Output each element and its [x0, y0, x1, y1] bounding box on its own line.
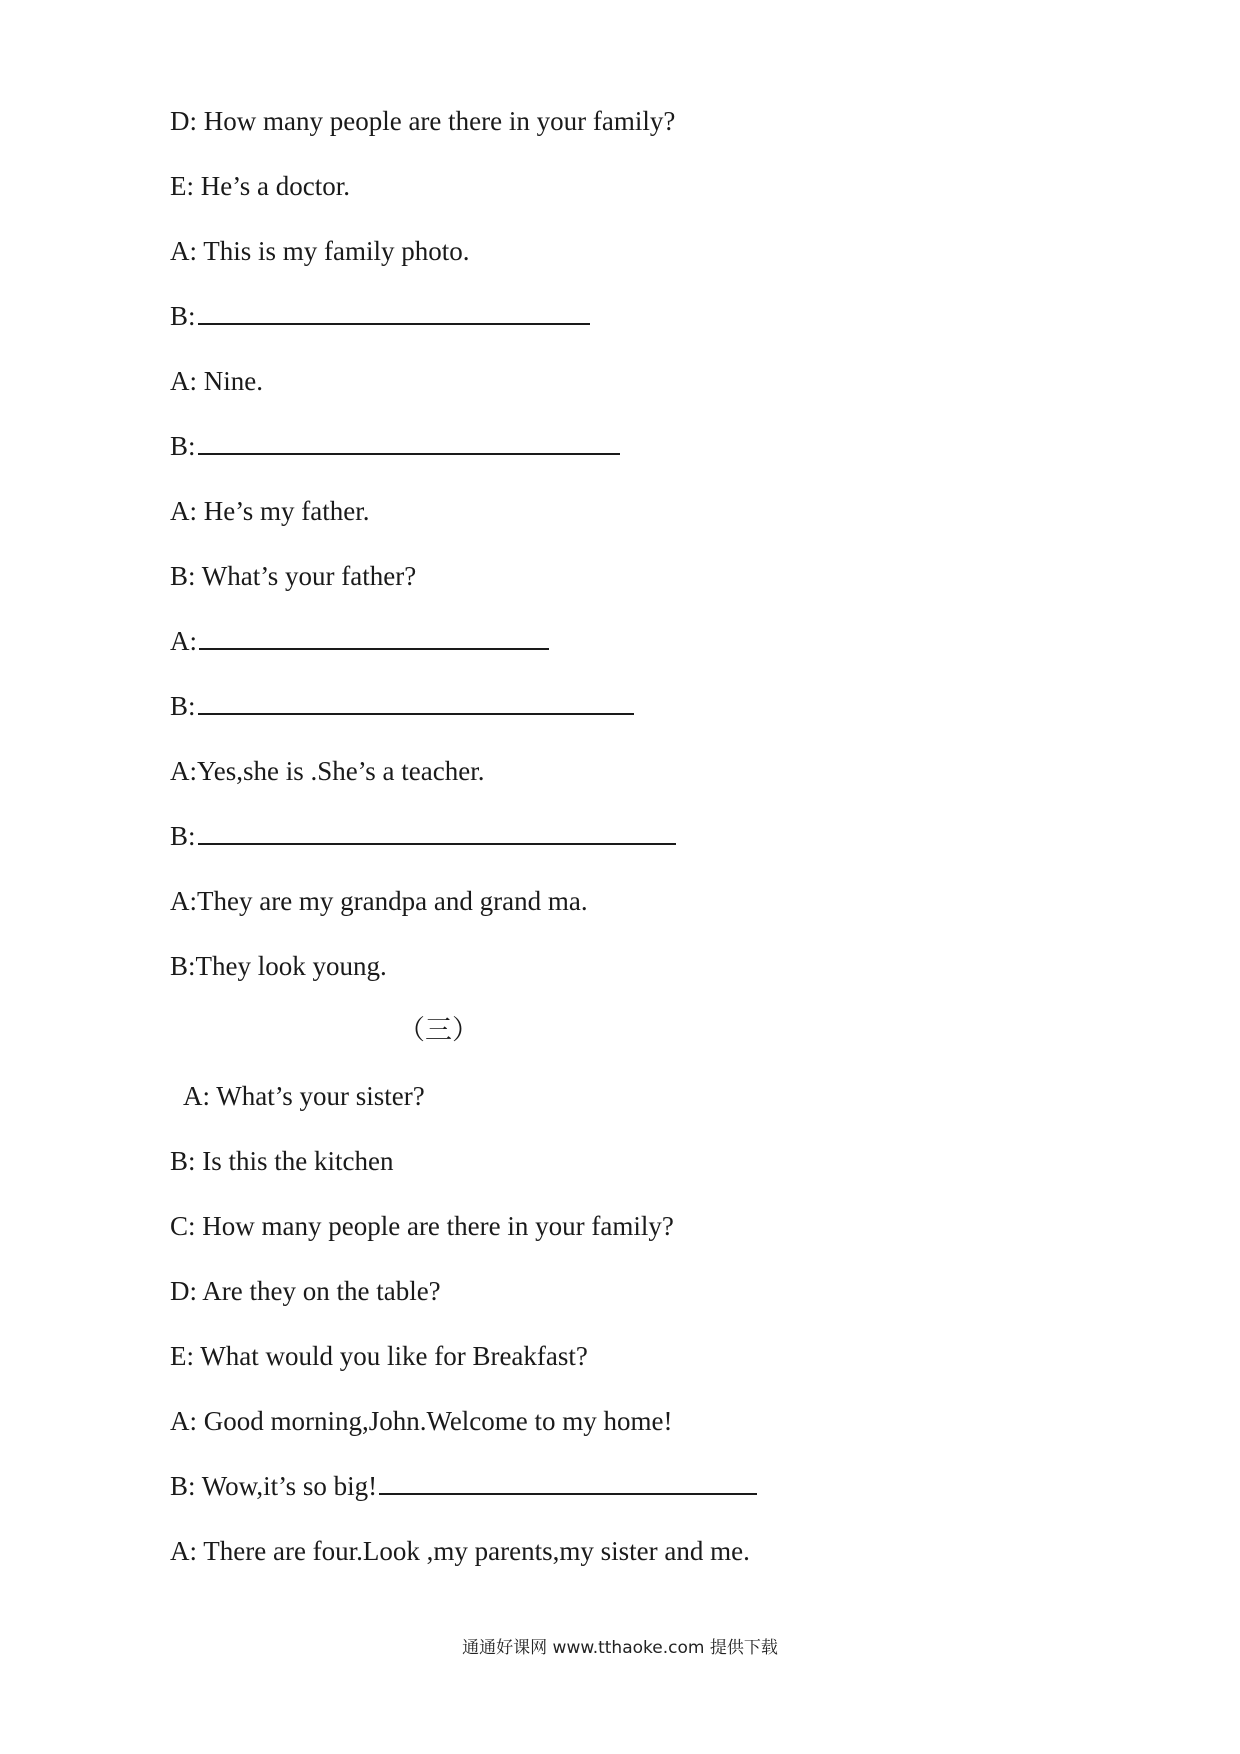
- dialogue-line-with-blank: B:: [170, 300, 590, 332]
- dialogue-line: A: Good morning,John.Welcome to my home!: [170, 1406, 673, 1436]
- option-line: D: Are they on the table?: [170, 1276, 441, 1306]
- dialogue-line: E: He’s a doctor.: [170, 171, 350, 201]
- option-line: A: What’s your sister?: [183, 1081, 425, 1111]
- dialogue-line: B: What’s your father?: [170, 561, 417, 591]
- dialogue-line: A: Nine.: [170, 366, 263, 396]
- page-footer: 通通好课网 www.tthaoke.com 提供下载: [462, 1638, 778, 1658]
- dialogue-line-with-blank: A:: [170, 625, 549, 657]
- dialogue-line: D: How many people are there in your family?: [170, 106, 676, 136]
- dialogue-line: A:Yes,she is .She’s a teacher.: [170, 756, 485, 786]
- dialogue-line: A: He’s my father.: [170, 496, 370, 526]
- answer-blank[interactable]: [198, 691, 634, 715]
- dialogue-line: A: There are four.Look ,my parents,my sister and me.: [170, 1536, 750, 1566]
- dialogue-line: B:They look young.: [170, 951, 387, 981]
- answer-blank[interactable]: [199, 626, 549, 650]
- option-line: E: What would you like for Breakfast?: [170, 1341, 588, 1371]
- dialogue-line-with-blank: B: Wow,it’s so big!: [170, 1470, 757, 1502]
- dialogue-line-with-blank: B:: [170, 430, 620, 462]
- option-line: C: How many people are there in your family?: [170, 1211, 674, 1241]
- dialogue-line-with-blank: B:: [170, 820, 676, 852]
- answer-blank[interactable]: [198, 301, 590, 325]
- answer-blank[interactable]: [198, 821, 676, 845]
- dialogue-line: A: This is my family photo.: [170, 236, 470, 266]
- dialogue-line-with-blank: B:: [170, 690, 634, 722]
- option-line: B: Is this the kitchen: [170, 1146, 394, 1176]
- section-heading: （三）: [398, 1015, 479, 1046]
- answer-blank[interactable]: [379, 1471, 757, 1495]
- answer-blank[interactable]: [198, 431, 620, 455]
- dialogue-line: A:They are my grandpa and grand ma.: [170, 886, 588, 916]
